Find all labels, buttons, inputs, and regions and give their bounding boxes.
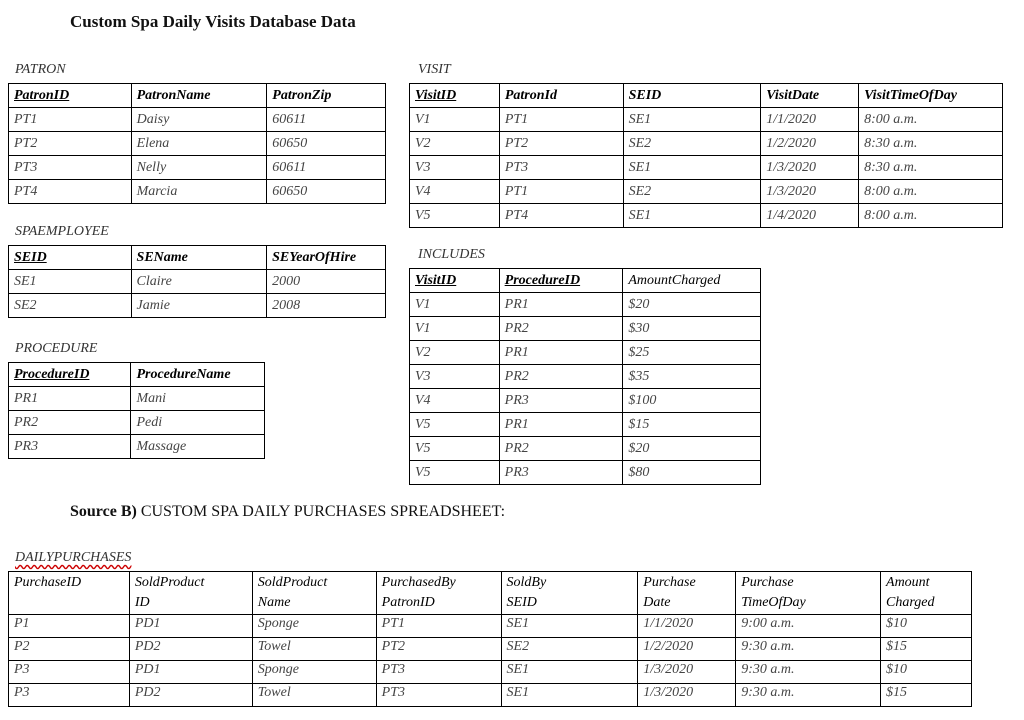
header-seid: SEID bbox=[623, 84, 761, 108]
source-b-text: CUSTOM SPA DAILY PURCHASES SPREADSHEET: bbox=[136, 503, 506, 520]
cell: PT1 bbox=[376, 615, 501, 638]
procedure-table bbox=[8, 362, 265, 459]
cell: PT1 bbox=[499, 108, 623, 132]
table-row bbox=[410, 341, 761, 365]
cell: Pedi bbox=[131, 411, 265, 435]
cell: 60650 bbox=[267, 180, 386, 204]
cell: 1/1/2020 bbox=[761, 108, 859, 132]
patron-caption: PATRON bbox=[15, 62, 66, 77]
cell: V2 bbox=[410, 341, 500, 365]
table-row bbox=[9, 411, 265, 435]
cell: V5 bbox=[410, 461, 500, 485]
cell: 1/2/2020 bbox=[761, 132, 859, 156]
cell: SE1 bbox=[501, 615, 638, 638]
cell: SE1 bbox=[501, 684, 638, 707]
cell: $15 bbox=[623, 413, 761, 437]
table-row bbox=[9, 294, 386, 318]
table-row bbox=[410, 437, 761, 461]
cell: V5 bbox=[410, 204, 500, 228]
header-visittimeofday: VisitTimeOfDay bbox=[859, 84, 1003, 108]
table-row bbox=[9, 684, 972, 707]
cell: PT4 bbox=[9, 180, 132, 204]
cell: Nelly bbox=[131, 156, 267, 180]
cell: Daisy bbox=[131, 108, 267, 132]
cell: V4 bbox=[410, 389, 500, 413]
header-patronname: PatronName bbox=[131, 84, 267, 108]
cell: $10 bbox=[881, 661, 972, 684]
cell: V1 bbox=[410, 317, 500, 341]
cell: PR1 bbox=[499, 341, 623, 365]
cell: PD1 bbox=[129, 661, 252, 684]
cell: SE1 bbox=[9, 270, 132, 294]
table-row bbox=[410, 317, 761, 341]
header-procedureid: ProcedureID bbox=[9, 363, 131, 387]
cell: PD2 bbox=[129, 638, 252, 661]
cell: PR2 bbox=[499, 365, 623, 389]
cell: Towel bbox=[252, 684, 376, 707]
header-procedureid: ProcedureID bbox=[499, 269, 623, 293]
cell: 8:30 a.m. bbox=[859, 156, 1003, 180]
table-row bbox=[9, 387, 265, 411]
cell: 1/3/2020 bbox=[638, 684, 736, 707]
cell: PR3 bbox=[9, 435, 131, 459]
cell: 1/3/2020 bbox=[761, 156, 859, 180]
cell: PT2 bbox=[376, 638, 501, 661]
table-row bbox=[410, 389, 761, 413]
cell: $100 bbox=[623, 389, 761, 413]
cell: SE2 bbox=[623, 180, 761, 204]
spaemployee-table bbox=[8, 245, 386, 318]
cell: 9:00 a.m. bbox=[736, 615, 881, 638]
header-soldproductid: SoldProduct ID bbox=[129, 572, 252, 615]
header-sename: SEName bbox=[131, 246, 267, 270]
cell: P1 bbox=[9, 615, 130, 638]
header-patronid: PatronID bbox=[9, 84, 132, 108]
cell: 1/3/2020 bbox=[638, 661, 736, 684]
cell: PT2 bbox=[499, 132, 623, 156]
cell: PR2 bbox=[9, 411, 131, 435]
cell: Marcia bbox=[131, 180, 267, 204]
cell: PT2 bbox=[9, 132, 132, 156]
table-row bbox=[9, 132, 386, 156]
cell: 1/1/2020 bbox=[638, 615, 736, 638]
cell: PR3 bbox=[499, 389, 623, 413]
table-row bbox=[9, 108, 386, 132]
header-soldproductname: SoldProduct Name bbox=[252, 572, 376, 615]
table-row bbox=[410, 365, 761, 389]
cell: 1/2/2020 bbox=[638, 638, 736, 661]
cell: PT3 bbox=[9, 156, 132, 180]
patron-table bbox=[8, 83, 386, 204]
cell: V1 bbox=[410, 293, 500, 317]
cell: SE2 bbox=[9, 294, 132, 318]
cell: PT1 bbox=[9, 108, 132, 132]
header-patronid: PatronId bbox=[499, 84, 623, 108]
cell: Elena bbox=[131, 132, 267, 156]
spaemployee-caption: SPAEMPLOYEE bbox=[15, 224, 109, 239]
cell: 8:00 a.m. bbox=[859, 180, 1003, 204]
cell: PT3 bbox=[376, 661, 501, 684]
cell: PT3 bbox=[499, 156, 623, 180]
includes-caption: INCLUDES bbox=[418, 247, 485, 262]
cell: 1/4/2020 bbox=[761, 204, 859, 228]
cell: SE1 bbox=[623, 204, 761, 228]
table-row bbox=[410, 180, 1003, 204]
cell: P3 bbox=[9, 661, 130, 684]
header-purchasedbypatronid: PurchasedBy PatronID bbox=[376, 572, 501, 615]
header-visitid: VisitID bbox=[410, 269, 500, 293]
visit-caption: VISIT bbox=[418, 62, 451, 77]
header-visitid: VisitID bbox=[410, 84, 500, 108]
table-row bbox=[9, 661, 972, 684]
table-row bbox=[9, 638, 972, 661]
header-seyearofhire: SEYearOfHire bbox=[267, 246, 386, 270]
table-row bbox=[410, 413, 761, 437]
cell: 9:30 a.m. bbox=[736, 684, 881, 707]
table-row bbox=[9, 435, 265, 459]
table-row bbox=[9, 180, 386, 204]
cell: V3 bbox=[410, 156, 500, 180]
table-row bbox=[9, 270, 386, 294]
cell: 8:00 a.m. bbox=[859, 204, 1003, 228]
cell: 2008 bbox=[267, 294, 386, 318]
cell: P3 bbox=[9, 684, 130, 707]
cell: SE1 bbox=[623, 108, 761, 132]
cell: Massage bbox=[131, 435, 265, 459]
cell: $10 bbox=[881, 615, 972, 638]
visit-table bbox=[409, 83, 1003, 228]
table-row bbox=[410, 293, 761, 317]
cell: 60611 bbox=[267, 156, 386, 180]
cell: Claire bbox=[131, 270, 267, 294]
cell: 60650 bbox=[267, 132, 386, 156]
cell: $80 bbox=[623, 461, 761, 485]
cell: Jamie bbox=[131, 294, 267, 318]
procedure-caption: PROCEDURE bbox=[15, 341, 98, 356]
cell: Sponge bbox=[252, 615, 376, 638]
table-row bbox=[410, 204, 1003, 228]
page-title: Custom Spa Daily Visits Database Data bbox=[70, 12, 356, 31]
table-row bbox=[9, 156, 386, 180]
cell: 9:30 a.m. bbox=[736, 638, 881, 661]
cell: PR1 bbox=[9, 387, 131, 411]
cell: V2 bbox=[410, 132, 500, 156]
table-row bbox=[410, 156, 1003, 180]
cell: PT3 bbox=[376, 684, 501, 707]
includes-table bbox=[409, 268, 761, 485]
header-seid: SEID bbox=[9, 246, 132, 270]
dailypurchases-caption: DAILYPURCHASES bbox=[15, 550, 132, 565]
cell: $20 bbox=[623, 293, 761, 317]
cell: 8:30 a.m. bbox=[859, 132, 1003, 156]
cell: SE1 bbox=[623, 156, 761, 180]
cell: 1/3/2020 bbox=[761, 180, 859, 204]
header-purchaseid: PurchaseID bbox=[9, 572, 130, 615]
cell: V4 bbox=[410, 180, 500, 204]
cell: V5 bbox=[410, 437, 500, 461]
table-row bbox=[410, 461, 761, 485]
source-b-label: Source B) bbox=[70, 503, 137, 520]
cell: 9:30 a.m. bbox=[736, 661, 881, 684]
cell: SE2 bbox=[501, 638, 638, 661]
header-amountcharged: AmountCharged bbox=[623, 269, 761, 293]
cell: 60611 bbox=[267, 108, 386, 132]
header-procedurename: ProcedureName bbox=[131, 363, 265, 387]
cell: PR1 bbox=[499, 413, 623, 437]
header-purchasetimeofday: Purchase TimeOfDay bbox=[736, 572, 881, 615]
cell: $30 bbox=[623, 317, 761, 341]
cell: PD1 bbox=[129, 615, 252, 638]
table-row bbox=[410, 132, 1003, 156]
cell: V3 bbox=[410, 365, 500, 389]
cell: $25 bbox=[623, 341, 761, 365]
table-row bbox=[9, 615, 972, 638]
cell: $15 bbox=[881, 638, 972, 661]
cell: PR2 bbox=[499, 437, 623, 461]
cell: PR2 bbox=[499, 317, 623, 341]
header-purchasedate: Purchase Date bbox=[638, 572, 736, 615]
cell: PR3 bbox=[499, 461, 623, 485]
cell: Mani bbox=[131, 387, 265, 411]
cell: PT1 bbox=[499, 180, 623, 204]
header-patronzip: PatronZip bbox=[267, 84, 386, 108]
cell: V1 bbox=[410, 108, 500, 132]
header-soldbyseid: SoldBy SEID bbox=[501, 572, 638, 615]
cell: PT4 bbox=[499, 204, 623, 228]
cell: Towel bbox=[252, 638, 376, 661]
cell: SE1 bbox=[501, 661, 638, 684]
table-row bbox=[410, 108, 1003, 132]
cell: P2 bbox=[9, 638, 130, 661]
cell: SE2 bbox=[623, 132, 761, 156]
source-b-heading bbox=[70, 503, 505, 521]
header-amountcharged: Amount Charged bbox=[881, 572, 972, 615]
header-visitdate: VisitDate bbox=[761, 84, 859, 108]
cell: 2000 bbox=[267, 270, 386, 294]
cell: $20 bbox=[623, 437, 761, 461]
cell: PR1 bbox=[499, 293, 623, 317]
cell: $15 bbox=[881, 684, 972, 707]
cell: PD2 bbox=[129, 684, 252, 707]
cell: $35 bbox=[623, 365, 761, 389]
dailypurchases-table bbox=[8, 571, 972, 707]
cell: 8:00 a.m. bbox=[859, 108, 1003, 132]
cell: Sponge bbox=[252, 661, 376, 684]
cell: V5 bbox=[410, 413, 500, 437]
